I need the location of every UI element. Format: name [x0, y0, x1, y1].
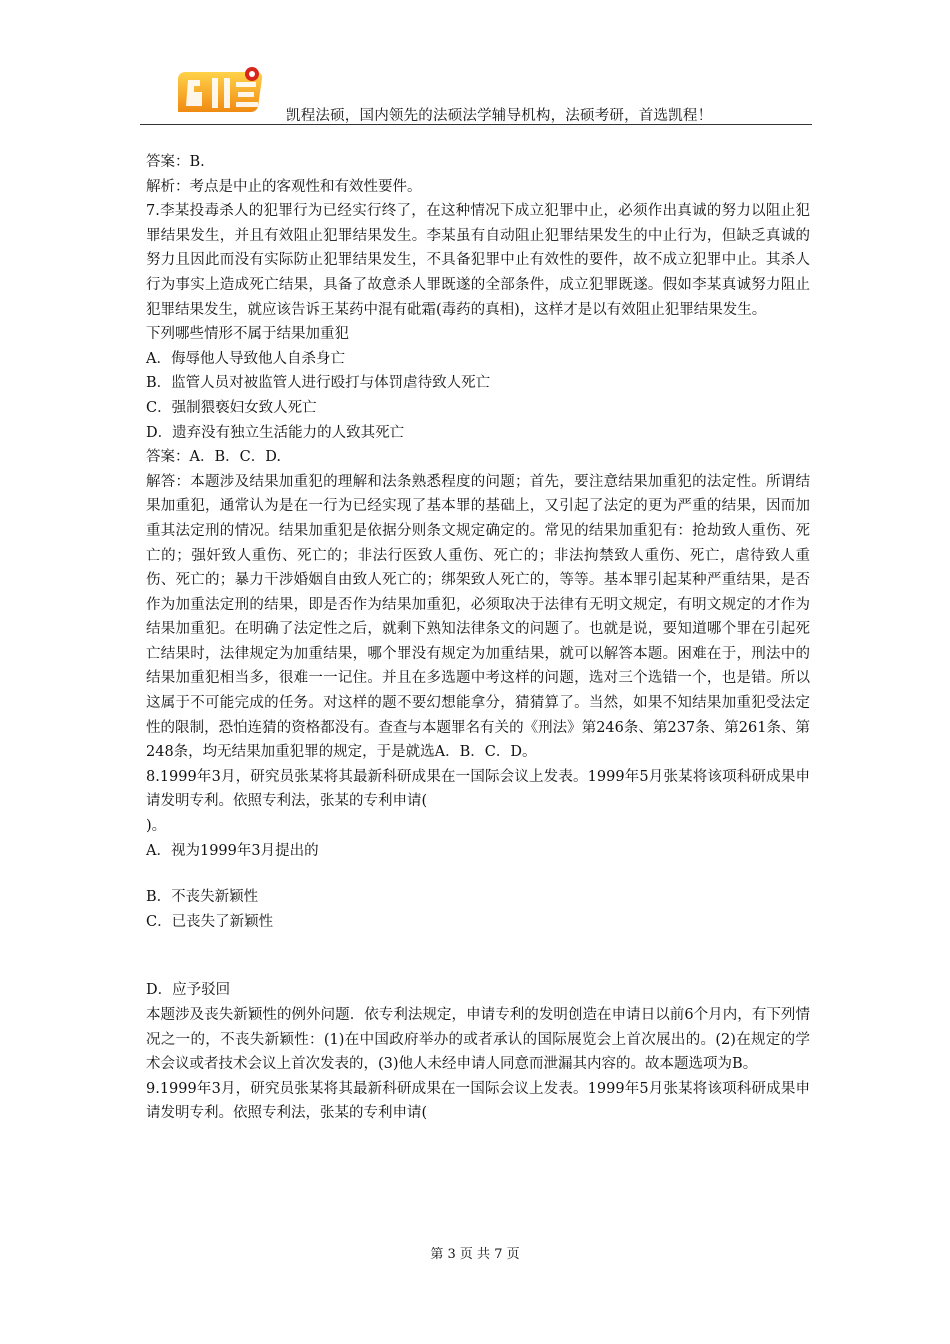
q8-explanation: 本题涉及丧失新颖性的例外问题．依专利法规定，申请专利的发明创造在申请日以前6个月内，有下列情况之一的，不丧失新颖性：(1)在中国政府举办的或者承认的国际展览会上首次展出的。(2)在规定的学术会议或者技术会议上首次发表的，(3)他人未经申请人同意而泄漏其内容的。故本题选项为B。: [146, 1007, 810, 1073]
analysis-line: 解析：考点是中止的客观性和有效性要件。: [146, 178, 422, 195]
q8-option-a: A．视为1999年3月提出的: [146, 842, 319, 859]
option-a: A．侮辱他人导致他人自杀身亡: [146, 350, 345, 367]
page-number: 第 3 页 共 7 页: [430, 1247, 520, 1262]
q8-option-c: C．已丧失了新颖性: [146, 913, 274, 930]
answer-line: 答案：A．B．C．D.: [146, 449, 281, 466]
question-intro: 下列哪些情形不属于结果加重犯: [146, 326, 349, 343]
question-7-explanation: 7.李某投毒杀人的犯罪行为已经实行终了，在这种情况下成立犯罪中止，必须作出真诚的努力以阻止犯罪结果发生，并且有效阻止犯罪结果发生。李某虽有自动阻止犯罪结果发生的中止行为，但缺乏真诚的努力且因此而没有实际防止犯罪结果发生，不具备犯罪中止有效性的要件，故不成立犯罪中止。其杀人行为事实上造成死亡结果，具备了故意杀人罪既遂的全部条件，成立犯罪既遂。假如李某真诚努力阻止犯罪结果发生，就应该告诉王某药中混有砒霜(毒药的真相)，这样才是以有效阻止犯罪结果发生。: [146, 203, 810, 318]
header-tagline: 凯程法硕，国内领先的法硕法学辅导机构，法硕考研，首选凯程！: [286, 108, 713, 124]
q8-option-b: B．不丧失新颖性: [146, 889, 259, 906]
question-8-close: )。: [146, 818, 167, 835]
option-c: C．强制猥亵妇女致人死亡: [146, 399, 317, 416]
explanation-paragraph: 解答：本题涉及结果加重犯的理解和法条熟悉程度的问题；首先，要注意结果加重犯的法定性。所谓结果加重犯，通常认为是在一行为已经实现了基本罪的基础上，又引起了法定的更为严重的结果，因而加重其法定刑的情况。结果加重犯是依据分则条文规定确定的。常见的结果加重犯有：抢劫致人重伤、死亡的；强奸致人重伤、死亡的；非法行医致人重伤、死亡的；非法拘禁致人重伤、死亡，虐待致人重伤、死亡的；暴力干涉婚姻自由致人死亡的；绑架致人死亡的，等等。基本罪引起某种严重结果，是否作为加重法定刑的结果，即是否作为结果加重犯，必须取决于法律有无明文规定，有明文规定的才作为结果加重犯。在明确了法定性之后，就剩下熟知法律条文的问题了。也就是说，要知道哪个罪在引起死亡结果时，法律规定为加重结果，哪个罪没有规定为加重结果，就可以解答本题。困难在于，刑法中的结果加重犯相当多，很难一一记住。并且在多选题中考这样的问题，选对三个选错一个，也是错。所以这属于不可能完成的任务。对这样的题不要幻想能拿分，猜猜算了。当然，如果不知结果加重犯受法定性的限制，恐怕连猜的资格都没有。查查与本题罪名有关的《刑法》第246条、第237条、第261条、第248条，均无结果加重犯罪的规定，于是就选A．B．C．D。: [146, 473, 810, 761]
kaicheng-logo: [178, 64, 270, 116]
question-8-text: 8.1999年3月，研究员张某将其最新科研成果在一国际会议上发表。1999年5月张某将该项科研成果申请发明专利。依照专利法，张某的专利申请(: [146, 768, 810, 810]
header-divider: [140, 124, 812, 125]
document-body: [146, 150, 810, 1126]
option-b: B．监管人员对被监管人进行殴打与体罚虐待致人死亡: [146, 375, 491, 392]
page-header: [140, 58, 812, 124]
question-9-text: 9.1999年3月，研究员张某将其最新科研成果在一国际会议上发表。1999年5月张某将该项科研成果申请发明专利。依照专利法，张某的专利申请(: [146, 1080, 810, 1122]
spacer: [146, 934, 810, 978]
answer-line: 答案：B.: [146, 154, 205, 170]
spacer: [146, 863, 810, 885]
option-d: D．遗弃没有独立生活能力的人致其死亡: [146, 424, 405, 441]
q8-option-d: D．应予驳回: [146, 982, 231, 999]
